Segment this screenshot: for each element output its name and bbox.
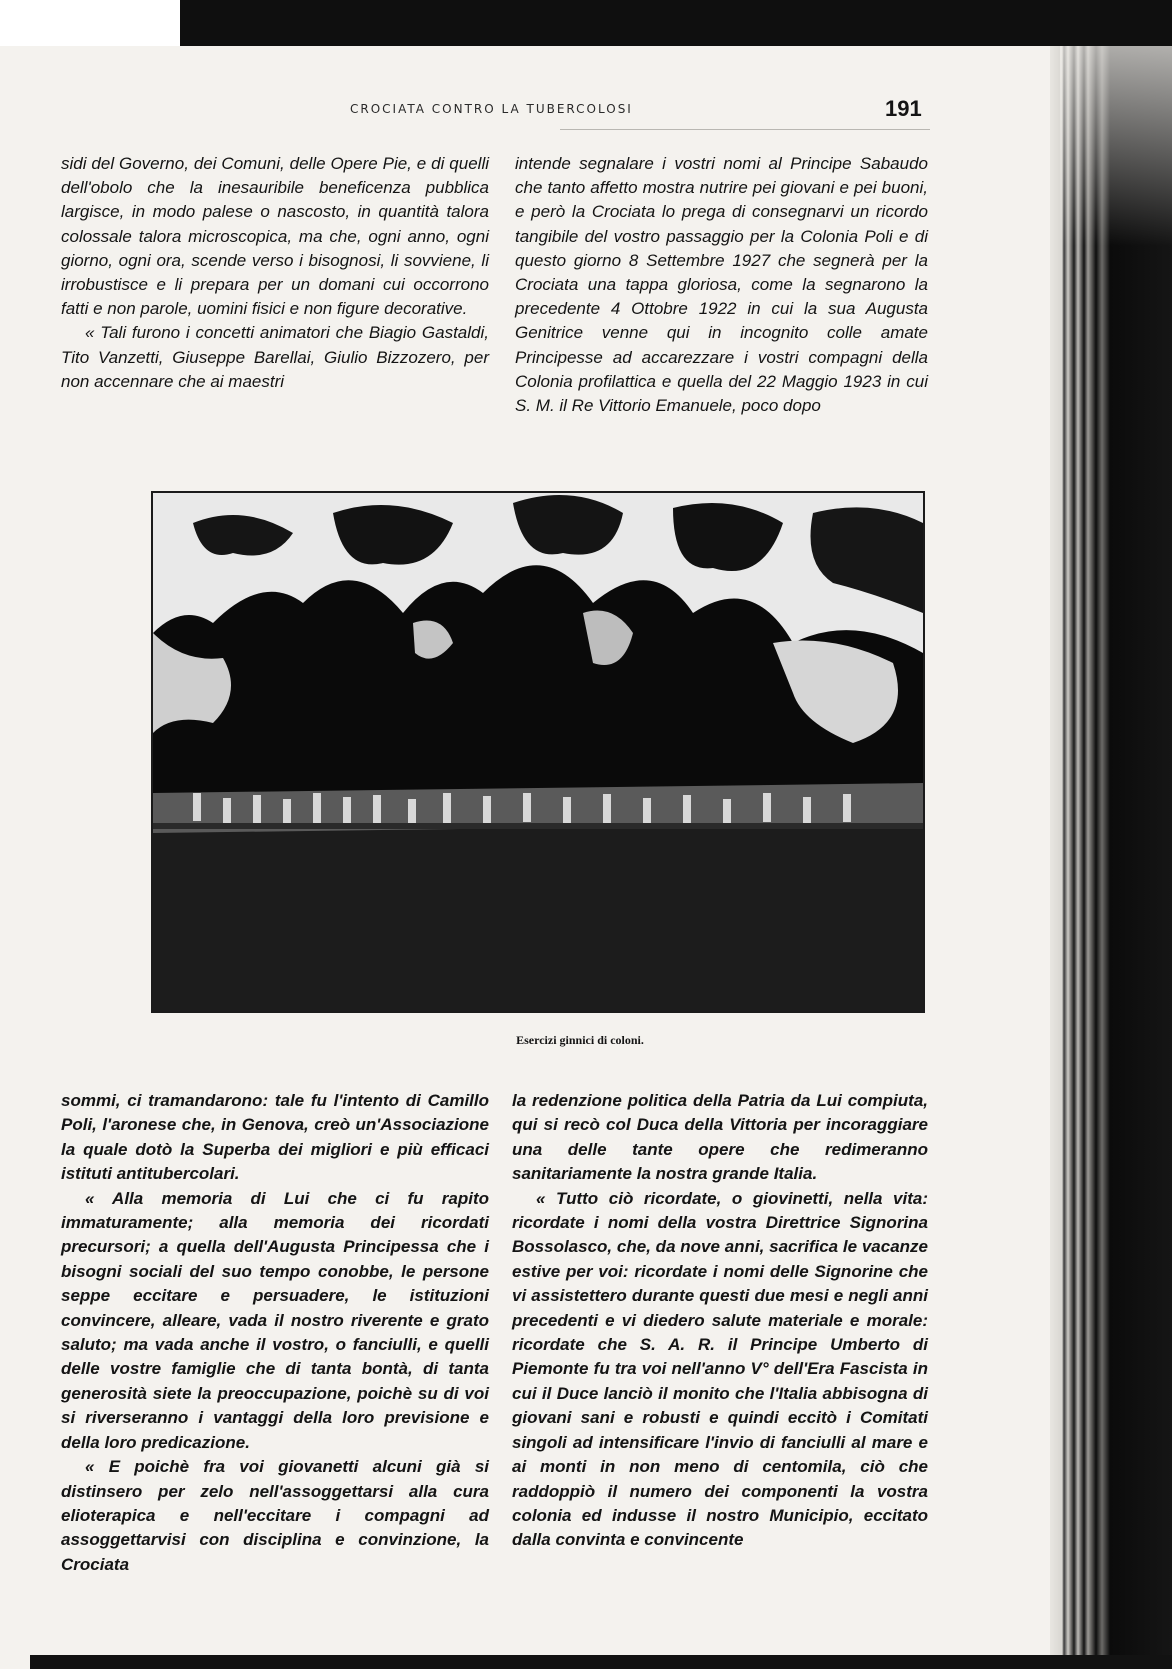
text-column-bottom-left: [61, 1089, 489, 1577]
paragraph: sommi, ci tramandarono: tale fu l'intento di Camillo Poli, l'aronese che, in Genova, creò un'Associazione la quale dotò la Superba dei migliori e più efficaci istituti antitubercolari.: [61, 1091, 489, 1184]
page-number: 191: [885, 96, 922, 121]
page-top-edge: [0, 46, 1060, 68]
text-column-bottom-right: [512, 1089, 928, 1553]
running-title: CROCIATA CONTRO LA TUBERCOLOSI: [350, 102, 633, 116]
paragraph: « E poichè fra voi giovanetti alcuni già si distinsero per zelo nell'assoggettarsi alla cura elioterapica e nell'eccitare i compagni ad assoggettarvisi con disciplina e convinzione, la Crociata: [61, 1457, 489, 1574]
book-page-edges: [1050, 46, 1172, 1655]
text-column-top-right: [515, 152, 928, 418]
header-rule: [560, 129, 930, 130]
paragraph: la redenzione politica della Patria da Lui compiuta, qui si recò col Duca della Vittoria per incoraggiare una delle tante opere che redimeranno sanitariamente la nostra grande Italia.: [512, 1091, 928, 1184]
paragraph: « Tali furono i concetti animatori che Biagio Gastaldi, Tito Vanzetti, Giuseppe Barellai, Giulio Bizzozero, per non accennare che ai maestri: [61, 323, 489, 391]
scan-bottom-border: [30, 1655, 1172, 1669]
paragraph: « Alla memoria di Lui che ci fu rapito immaturamente; alla memoria dei ricordati precursori; a quella dell'Augusta Principessa che i bisogni sociali del suo tempo conobbe, le persone seppe eccitare e persuadere, le istituzioni convincere, alleare, vada il nostro riverente e grato saluto; ma vada anche il vostro, o fanciulli, e quelli delle vostre famiglie che di tanta bontà, di tanta generosità siete la preoccupazione, poichè su di voi si riverseranno i vantaggi della loro previsione e della loro predicazione.: [61, 1188, 489, 1452]
page-header: [0, 96, 1000, 126]
photograph-gymnastics: [151, 491, 925, 1013]
scan-top-shadow: [180, 0, 1172, 46]
paragraph: « Tutto ciò ricordate, o giovinetti, nella vita: ricordate i nomi della vostra Direttrice Signorina Bossolasco, che, da nove anni, sacrifica le vacanze estive per voi: ricordate i nomi delle Signorine che vi assistettero durante questi due mesi e negli anni precedenti e vi diedero salute materiale e morale: ricordate che S. A. R. il Principe Umberto di Piemonte fu tra voi nell'anno V° dell'Era Fascista in cui il Duce lanciò il monito che l'Italia abbisogna di giovani sani e robusti e quindi eccitò i Comitati singoli ad intensificare l'invio di fanciulli al mare e ai monti in non meno di centomila, ciò che raddoppiò il numero dei componenti la vostra colonia ed indusse il nostro Municipio, eccitato dalla convinta e convincente: [512, 1188, 928, 1550]
paragraph: intende segnalare i vostri nomi al Principe Sabaudo che tanto affetto mostra nutrire pei giovani e pei buoni, e però la Crociata lo prega di consegnarvi un ricordo tangibile del vostro passaggio per la Colonia Poli e di questo giorno 8 Settembre 1927 che segnerà per la Crociata una tappa gloriosa, come la segnarono la precedente 4 Ottobre 1922 in cui la sua Augusta Genitrice venne qui in incognito colle amate Principesse ad accarezzare i vostri compagni della Colonia profilattica e quella del 22 Maggio 1923 in cui S. M. il Re Vittorio Emanuele, poco dopo: [515, 154, 928, 416]
photo-caption: Esercizi ginnici di coloni.: [516, 1033, 644, 1047]
text-column-top-left: [61, 152, 489, 394]
photo-scene: [153, 493, 923, 1011]
paragraph: sidi del Governo, dei Comuni, delle Opere Pie, e di quelli dell'obolo che la inesauribile beneficenza pubblica largisce, in modo palese o nascosto, in quantità talora colossale talora microscopica, ma che, ogni anno, ogni giorno, ogni ora, scende verso i bisognosi, li sovviene, li irrobustisce e li prepara per un domani cui occorrono fatti e non parole, uomini fisici e non figure decorative.: [61, 154, 489, 319]
